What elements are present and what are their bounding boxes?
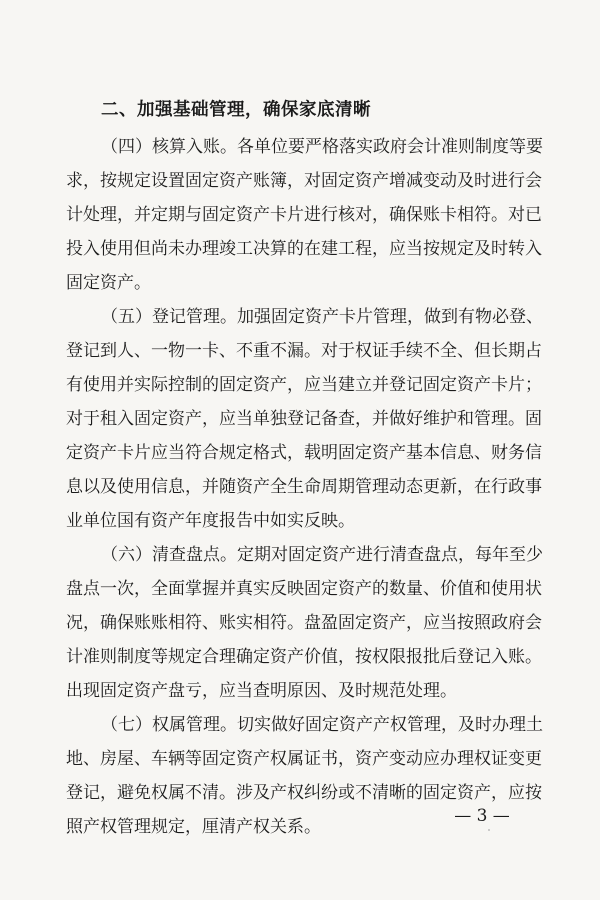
page-number: — 3 — (454, 806, 510, 826)
paragraph-5-line-5: 定资产卡片应当符合规定格式，载明固定资产基本信息、财务信 (66, 443, 542, 463)
paragraph-5-line-3: 有使用并实际控制的固定资产，应当建立并登记固定资产卡片； (66, 375, 542, 395)
paragraph-7-line-4: 照产权管理规定，厘清产权关系。 (66, 817, 321, 837)
paragraph-5-line-1: （五）登记管理。加强固定资产卡片管理，做到有物必登、 (101, 307, 543, 327)
paragraph-4-line-3: 计处理，并定期与固定资产卡片进行核对，确保账卡相符。对已 (66, 205, 542, 225)
paragraph-7-line-3: 登记，避免权属不清。涉及产权纠纷或不清晰的固定资产，应按 (66, 783, 542, 803)
paragraph-4-line-4: 投入使用但尚未办理竣工决算的在建工程，应当按规定及时转入 (66, 239, 542, 259)
paragraph-7-line-2: 地、房屋、车辆等固定资产权属证书，资产变动应办理权证变更 (66, 749, 542, 769)
paragraph-6-line-1: （六）清查盘点。定期对固定资产进行清查盘点，每年至少 (101, 545, 543, 565)
paragraph-4-line-1: （四）核算入账。各单位要严格落实政府会计准则制度等要 (101, 137, 543, 157)
paragraph-5-line-2: 登记到人、一物一卡、不重不漏。对于权证手续不全、但长期占 (66, 341, 542, 361)
paragraph-4-line-5: 固定资产。 (66, 273, 151, 293)
scan-speck (488, 829, 490, 831)
paragraph-5-line-6: 息以及使用信息，并随资产全生命周期管理动态更新，在行政事 (66, 477, 542, 497)
paragraph-6-line-4: 计准则制度等规定合理确定资产价值，按权限报批后登记入账。 (66, 647, 542, 667)
paragraph-6-line-2: 盘点一次，全面掌握并真实反映固定资产的数量、价值和使用状 (66, 579, 542, 599)
paragraph-6-line-3: 况，确保账账相符、账实相符。盘盈固定资产，应当按照政府会 (66, 613, 542, 633)
paragraph-5-line-7: 业单位国有资产年度报告中如实反映。 (66, 511, 355, 531)
paragraph-5-line-4: 对于租入固定资产，应当单独登记备查，并做好维护和管理。固 (66, 409, 542, 429)
section-heading: 二、加强基础管理，确保家底清晰 (101, 100, 371, 120)
paragraph-4-line-2: 求，按规定设置固定资产账簿，对固定资产增减变动及时进行会 (66, 171, 542, 191)
paragraph-7-line-1: （七）权属管理。切实做好固定资产产权管理，及时办理土 (101, 715, 543, 735)
paragraph-6-line-5: 出现固定资产盘亏，应当查明原因、及时规范处理。 (66, 681, 457, 701)
